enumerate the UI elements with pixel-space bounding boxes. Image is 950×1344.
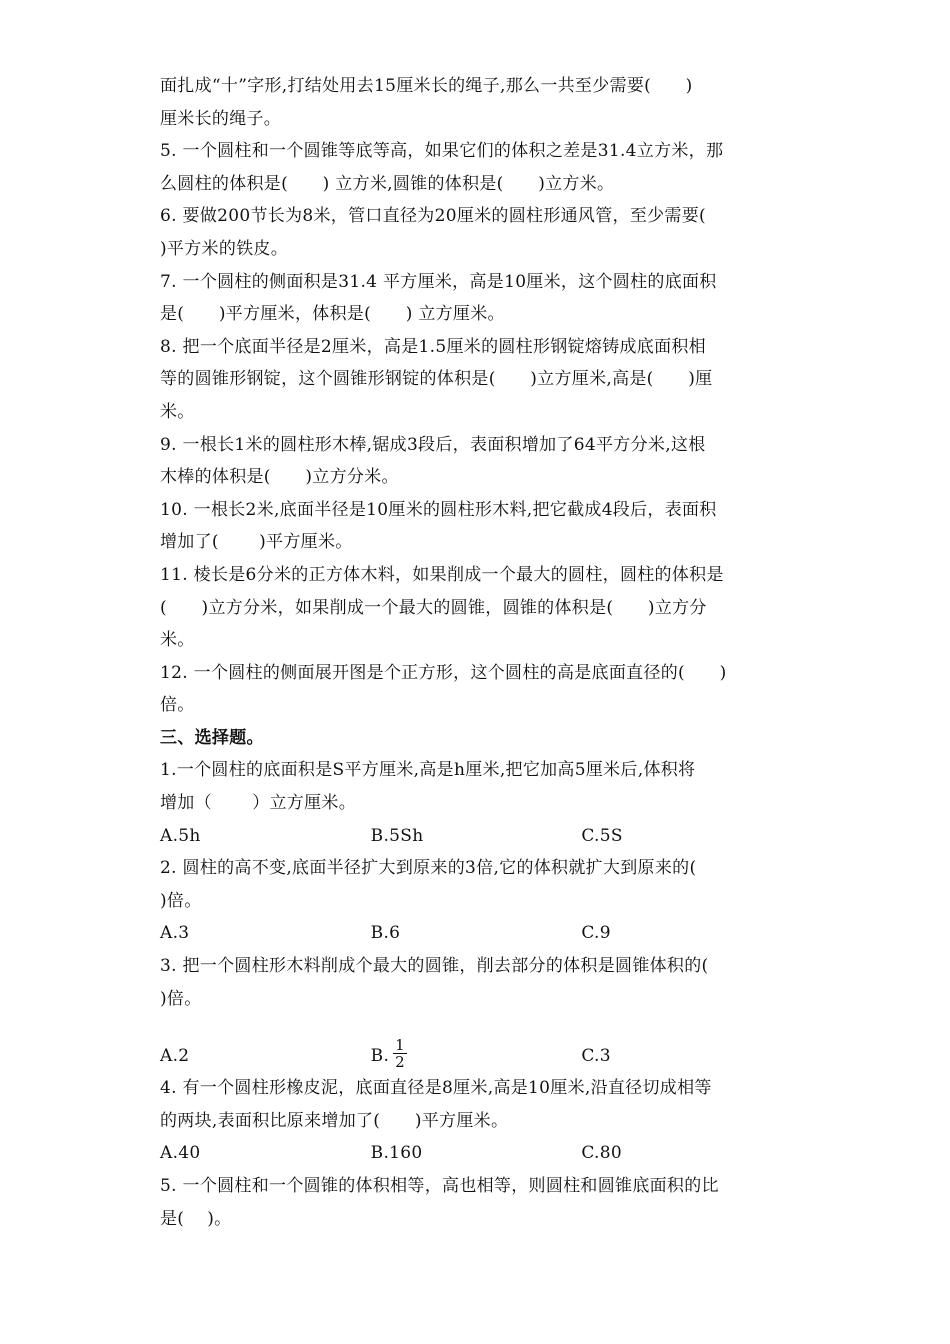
option-c: C.9 [581,923,611,944]
section-heading: 三、选择题。 [160,727,264,748]
text-line: 增加（ ）立方厘米。 [160,793,357,814]
text-line: 的两块,表面积比原来增加了( )平方厘米。 [160,1110,509,1131]
text-line: )倍。 [160,890,202,911]
question-6: 6. 要做200节长为8米，管口直径为20厘米的圆柱形通风管，至少需要( [160,206,706,227]
mc-question-5: 5. 一个圆柱和一个圆锥的体积相等，高也相等，则圆柱和圆锥底面积的比 [160,1176,719,1196]
option-a: A.3 [160,923,190,944]
text-line: ( )立方分米，如果削成一个最大的圆锥，圆锥的体积是( )立方分 [160,597,707,618]
mc-options-1 [160,820,792,853]
question-12: 12. 一个圆柱的侧面展开图是个正方形，这个圆柱的高是底面直径的( ) [160,662,727,683]
option-c: C.80 [581,1143,622,1164]
question-9: 9. 一根长1米的圆柱形木棒,锯成3段后，表面积增加了64平方分米,这根 [160,434,706,455]
text-line: 是( )。 [160,1208,232,1229]
option-c: C.3 [581,1046,611,1067]
text-line: 增加了( )平方厘米。 [160,532,353,553]
mc-options-2 [160,917,792,950]
text-line: 米。 [160,630,195,651]
text-line: )倍。 [160,988,202,1009]
option-b: B.6 [370,923,401,944]
text-line: 木棒的体积是( )立方分米。 [160,467,399,488]
mc-question-4: 4. 有一个圆柱形橡皮泥，底面直径是8厘米,高是10厘米,沿直径切成相等 [160,1078,712,1099]
mc-options-3 [160,1015,792,1072]
text-line: 厘米长的绳子。 [160,108,282,129]
option-a: A.40 [160,1143,201,1164]
option-b-prefix: B. [370,1046,390,1067]
question-7: 7. 一个圆柱的侧面积是31.4 平方厘米，高是10厘米，这个圆柱的底面积 [160,271,717,292]
option-b: B.5Sh [370,825,424,846]
text-line: 米。 [160,401,195,422]
text-line: )平方米的铁皮。 [160,238,289,259]
text-line: 倍。 [160,695,195,716]
option-c: C.5S [581,825,623,846]
mc-question-2: 2. 圆柱的高不变,底面半径扩大到原来的3倍,它的体积就扩大到原来的( [160,858,697,879]
fraction-denominator: 2 [395,1053,406,1072]
mc-options-4 [160,1137,792,1170]
question-11: 11. 棱长是6分米的正方体木料，如果削成一个最大的圆柱，圆柱的体积是 [160,564,724,585]
text-line: 么圆柱的体积是( ) 立方米,圆锥的体积是( )立方米。 [160,173,615,194]
fraction-numerator: 1 [395,1036,406,1055]
mc-question-1: 1.一个圆柱的底面积是S平方厘米,高是h厘米,把它加高5厘米后,体积将 [160,760,696,781]
text-line: 是( )平方厘米，体积是( ) 立方厘米。 [160,304,505,325]
option-a: A.5h [160,825,201,846]
question-10: 10. 一根长2米,底面半径是10厘米的圆柱形木料,把它截成4段后，表面积 [160,499,717,520]
mc-question-3: 3. 把一个圆柱形木料削成个最大的圆锥，削去部分的体积是圆锥体积的( [160,956,709,977]
question-5: 5. 一个圆柱和一个圆锥等底等高，如果它们的体积之差是31.4立方米，那 [160,141,724,162]
option-a: A.2 [160,1046,190,1067]
document-page [160,70,792,1235]
text-line: 等的圆锥形钢锭，这个圆锥形钢锭的体积是( )立方厘米,高是( )厘 [160,369,713,390]
option-b [370,1036,582,1072]
question-8: 8. 把一个底面半径是2厘米，高是1.5厘米的圆柱形钢锭熔铸成底面积相 [160,336,706,357]
text-line: 面扎成“十”字形,打结处用去15厘米长的绳子,那么一共至少需要( ) [160,76,693,96]
fraction [393,1038,407,1070]
option-b: B.160 [370,1143,423,1164]
